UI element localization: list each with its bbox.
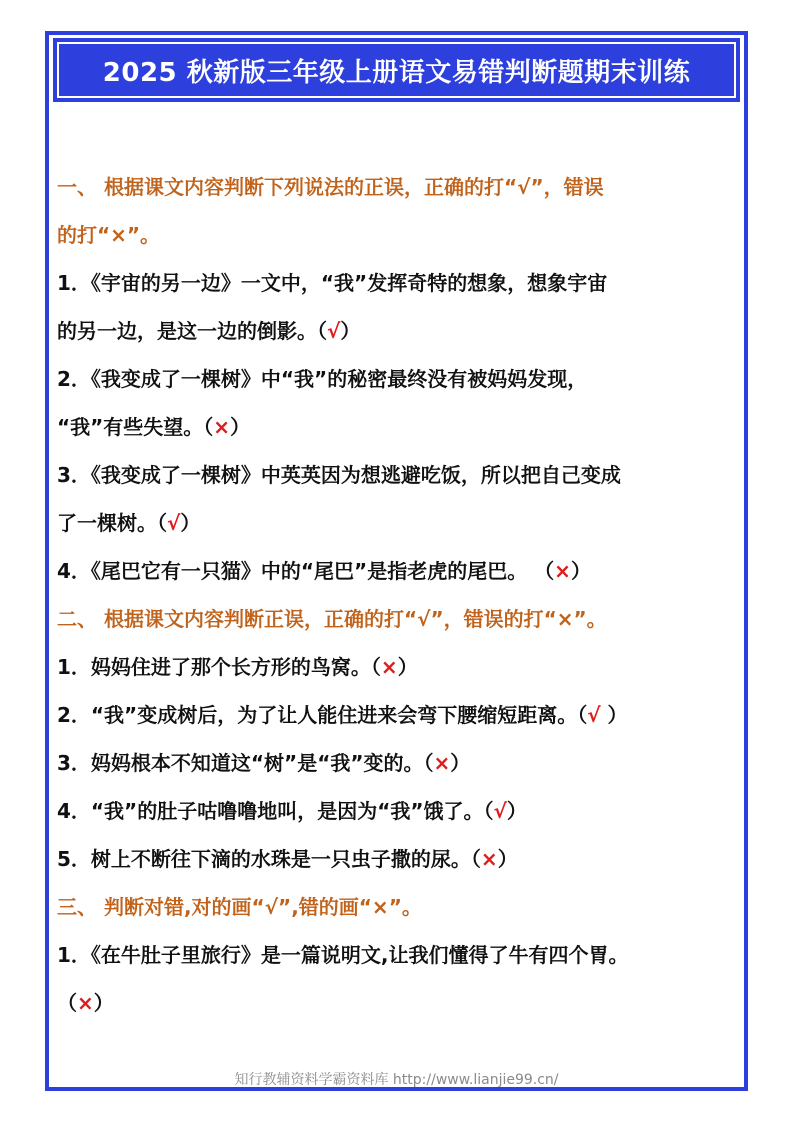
answer-mark: √ [587, 703, 601, 727]
question-line [57, 748, 739, 778]
answer-mark: √ [493, 799, 507, 823]
question-text: 1．《在牛肚子里旅行》是一篇说明文,让我们懂得了牛有四个胃。 [57, 943, 629, 967]
closing-paren: ） [497, 847, 518, 871]
closing-paren: ） [180, 511, 201, 535]
question-line [57, 412, 739, 442]
section-heading-line: 的打“×”。 [57, 223, 161, 247]
answer-mark: × [213, 415, 231, 439]
question-text: 5．树上不断往下滴的水珠是一只虫子撒的尿。（ [57, 847, 481, 871]
question-text: 了一棵树。（ [57, 511, 167, 535]
section-heading [57, 172, 739, 250]
question-text: 2．“我”变成树后，为了让人能住进来会弯下腰缩短距离。（ [57, 703, 588, 727]
question-item [57, 652, 739, 682]
question-text: 3．妈妈根本不知道这“树”是“我”变的。（ [57, 751, 434, 775]
question-item [57, 844, 739, 874]
question-text: 的另一边，是这一边的倒影。（ [57, 319, 327, 343]
question-line [57, 508, 739, 538]
answer-mark: √ [167, 511, 181, 535]
question-item [57, 796, 739, 826]
closing-paren: ） [600, 703, 628, 727]
closing-paren: ） [506, 799, 527, 823]
question-line [57, 316, 739, 346]
question-line [57, 460, 739, 490]
closing-paren: ） [397, 655, 418, 679]
closing-paren: ） [340, 319, 361, 343]
question-item [57, 748, 739, 778]
question-line [57, 940, 739, 970]
question-line [57, 988, 739, 1018]
question-item [57, 940, 739, 1018]
closing-paren: ） [93, 991, 114, 1015]
section-heading-line: 二、 根据课文内容判断正误，正确的打“√”，错误的打“×”。 [57, 607, 607, 631]
question-line [57, 844, 739, 874]
question-text: 1．《宇宙的另一边》一文中，“我”发挥奇特的想象，想象宇宙 [57, 271, 608, 295]
title-banner [53, 38, 740, 102]
question-item [57, 268, 739, 346]
question-text: 3．《我变成了一棵树》中英英因为想逃避吃饭，所以把自己变成 [57, 463, 621, 487]
answer-mark: × [554, 559, 571, 583]
question-line [57, 364, 739, 394]
footer-watermark: 知行教辅资料学霸资料库 http://www.lianjie99.cn/ [234, 1072, 559, 1088]
question-text: （ [57, 991, 77, 1015]
answer-mark: × [433, 751, 451, 775]
question-line [57, 700, 739, 730]
closing-paren: ） [230, 415, 251, 439]
question-line [57, 268, 739, 298]
section-heading [57, 892, 739, 922]
answer-mark: √ [327, 319, 341, 343]
answer-mark: × [380, 655, 398, 679]
page-title: 2025 秋新版三年级上册语文易错判断题期末训练 [102, 57, 691, 88]
question-text: 2．《我变成了一棵树》中“我”的秘密最终没有被妈妈发现， [57, 367, 588, 391]
section-heading-line: 三、 判断对错,对的画“√”,错的画“×”。 [57, 895, 422, 919]
question-item [57, 460, 739, 538]
section-heading [57, 604, 739, 634]
question-line [57, 652, 739, 682]
answer-mark: × [77, 991, 94, 1015]
closing-paren: ） [570, 559, 591, 583]
answer-mark: × [480, 847, 498, 871]
question-item [57, 700, 739, 730]
question-content [57, 172, 739, 1036]
question-text: 4．《尾巴它有一只猫》中的“尾巴”是指老虎的尾巴。 （ [57, 559, 555, 583]
question-text: 4．“我”的肚子咕噜噜地叫，是因为“我”饿了。（ [57, 799, 494, 823]
question-line [57, 556, 739, 586]
question-text: 1．妈妈住进了那个长方形的鸟窝。（ [57, 655, 381, 679]
closing-paren: ） [450, 751, 471, 775]
question-line [57, 796, 739, 826]
question-text: “我”有些失望。（ [57, 415, 214, 439]
section-heading-line: 一、 根据课文内容判断下列说法的正误，正确的打“√”，错误 [57, 175, 604, 199]
question-item [57, 364, 739, 442]
question-item [57, 556, 739, 586]
